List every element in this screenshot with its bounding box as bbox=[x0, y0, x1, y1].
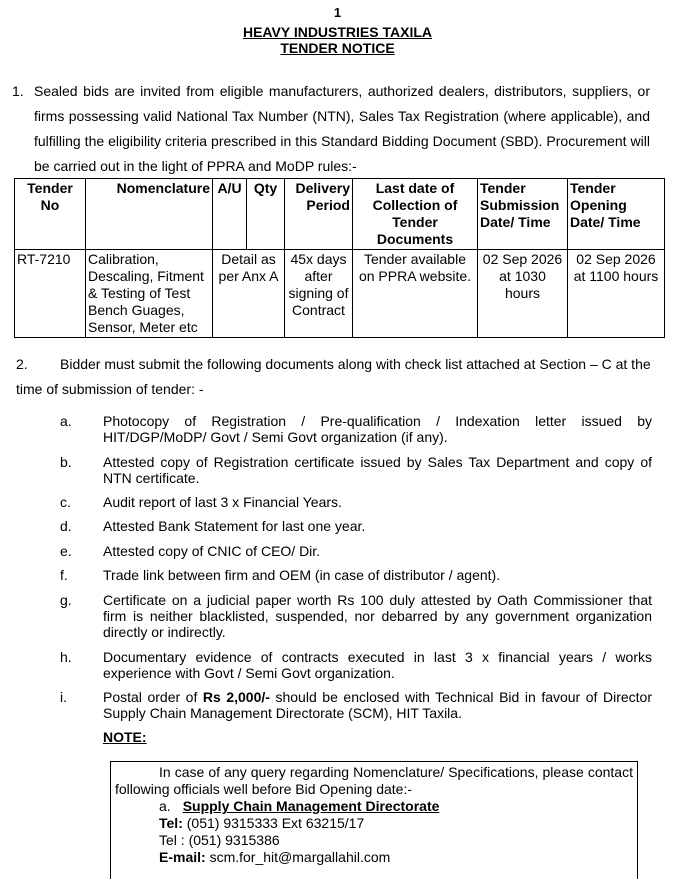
list-item bbox=[60, 494, 652, 510]
tel-label: Tel: bbox=[159, 815, 183, 831]
list-item-label: h. bbox=[60, 649, 72, 665]
list-item bbox=[60, 689, 652, 721]
contact-email bbox=[111, 849, 637, 866]
organization-title: HEAVY INDUSTRIES TAXILA bbox=[242, 24, 433, 40]
table-header-row bbox=[15, 179, 665, 250]
header-au: A/U bbox=[213, 179, 247, 250]
cell-delivery: 45x days after signing of Contract bbox=[285, 250, 353, 338]
paragraph-1-number: 1. bbox=[12, 83, 24, 99]
paragraph-2 bbox=[16, 352, 652, 402]
page-number: 1 bbox=[333, 5, 342, 20]
list-item-text: Audit report of last 3 x Financial Years. bbox=[103, 494, 342, 510]
list-item-text: Certificate on a judicial paper worth Rs 100 duly attested by Oath Commissioner that firm is neither blacklisted, suspended, nor debarred by any government organization directly or indirectly. bbox=[103, 592, 652, 640]
list-item-text: Attested copy of Registration certificate issued by Sales Tax Department and copy of NTN certificate. bbox=[103, 454, 652, 486]
list-item-label: d. bbox=[60, 518, 72, 534]
list-item-text: Trade link between firm and OEM (in case of distributor / agent). bbox=[103, 567, 501, 583]
list-item-label: a. bbox=[60, 413, 72, 429]
list-item-text: Attested copy of CNIC of CEO/ Dir. bbox=[103, 543, 321, 559]
list-item-text: Attested Bank Statement for last one year. bbox=[103, 518, 366, 534]
contact-tel-1 bbox=[111, 815, 637, 832]
header-tender-no: Tender No bbox=[15, 179, 86, 250]
list-item-label: f. bbox=[60, 567, 68, 583]
contact-directorate bbox=[111, 798, 637, 815]
header-submission: Tender Submission Date/ Time bbox=[478, 179, 568, 250]
postal-order-text-2: should be enclosed with Technical Bid in favour of Director Supply Chain Management Directorate (SCM), HIT Taxila. bbox=[103, 689, 652, 721]
list-item bbox=[60, 413, 652, 445]
tel-value: (051) 9315333 Ext 63215/17 bbox=[182, 815, 365, 831]
header-nomenclature: Nomenclature bbox=[86, 179, 213, 250]
list-item bbox=[60, 567, 652, 583]
contact-box bbox=[110, 761, 638, 879]
list-item bbox=[60, 454, 652, 486]
email-label: E-mail: bbox=[159, 849, 206, 865]
contact-sub-label: a. bbox=[159, 798, 171, 814]
list-item-text: Photocopy of Registration / Pre-qualification / Indexation letter issued by HIT/DGP/MoDP/ Govt / Semi Govt organization (if any). bbox=[103, 413, 652, 445]
list-item-text bbox=[103, 689, 652, 721]
contact-intro: In case of any query regarding Nomenclature/ Specifications, please contact following officials well before Bid Opening date:- bbox=[115, 764, 633, 797]
list-item-label: i. bbox=[60, 689, 67, 705]
header-opening: Tender Opening Date/ Time bbox=[568, 179, 665, 250]
paragraph-2-text: Bidder must submit the following documents along with check list attached at Section – C at the time of submission of tender: - bbox=[16, 356, 651, 397]
header-qty: Qty bbox=[247, 179, 285, 250]
email-value: scm.for_hit@margallahil.com bbox=[205, 849, 391, 865]
table-row bbox=[15, 250, 665, 338]
list-item bbox=[60, 543, 652, 559]
header-delivery-period: Delivery Period bbox=[285, 179, 353, 250]
cell-tender-no: RT-7210 bbox=[15, 250, 86, 338]
paragraph-1-text: Sealed bids are invited from eligible manufacturers, authorized dealers, distributors, suppliers, or firms possessing valid National Tax Number (NTN), Sales Tax Registration (where applicable), and fulfilling the eligibility criteria prescribed in this Standard Bidding Document (SBD). Procurement will be carried out in the light of PPRA and MoDP rules:- bbox=[34, 83, 650, 174]
tender-table bbox=[14, 178, 665, 338]
postal-order-text-1: Postal order of bbox=[103, 689, 203, 705]
contact-directorate-title: Supply Chain Management Directorate bbox=[182, 798, 440, 814]
list-item-text: Documentary evidence of contracts executed in last 3 x financial years / works experience with Govt / Semi Govt organization. bbox=[103, 649, 652, 681]
cell-au-qty: Detail as per Anx A bbox=[213, 250, 285, 338]
list-item-label: c. bbox=[60, 494, 71, 510]
note-heading: NOTE: bbox=[103, 729, 147, 745]
list-item bbox=[60, 518, 652, 534]
cell-submission: 02 Sep 2026 at 1030 hours bbox=[478, 250, 568, 338]
cell-collection: Tender available on PPRA website. bbox=[353, 250, 478, 338]
contact-tel-2: Tel : (051) 9315386 bbox=[159, 832, 280, 848]
paragraph-2-number: 2. bbox=[16, 356, 28, 372]
list-item bbox=[60, 592, 652, 640]
cell-opening: 02 Sep 2026 at 1100 hours bbox=[568, 250, 665, 338]
postal-order-amount: Rs 2,000/- bbox=[202, 689, 270, 705]
list-item-label: g. bbox=[60, 592, 72, 608]
list-item-label: b. bbox=[60, 454, 72, 470]
paragraph-1 bbox=[12, 79, 650, 179]
cell-nomenclature: Calibration, Descaling, Fitment & Testing of Test Bench Guages, Sensor, Meter etc bbox=[86, 250, 213, 338]
notice-title: TENDER NOTICE bbox=[280, 40, 395, 56]
list-item-label: e. bbox=[60, 543, 72, 559]
list-item bbox=[60, 649, 652, 681]
header-collection-date: Last date of Collection of Tender Documents bbox=[353, 179, 478, 250]
